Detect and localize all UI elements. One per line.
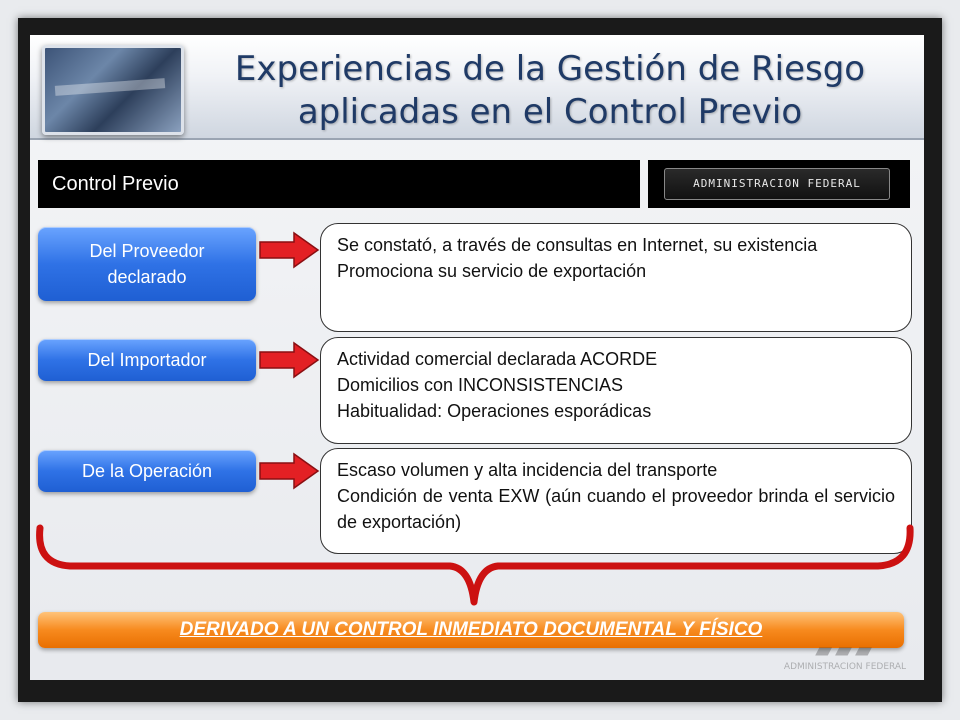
- category-label: Del Proveedor declarado: [89, 241, 205, 287]
- section-bar: Control Previo: [38, 160, 640, 208]
- title-line-2: aplicadas en el Control Previo: [297, 92, 803, 132]
- red-arrow-icon: [258, 341, 320, 379]
- result-banner: DERIVADO A UN CONTROL INMEDIATO DOCUMENTAL Y FÍSICO: [38, 612, 904, 648]
- watermark-text: ADMINISTRACION FEDERAL: [783, 662, 907, 672]
- description-box-proveedor: [320, 223, 912, 332]
- description-line: Domicilios con INCONSISTENCIAS: [337, 375, 624, 395]
- red-arrow-icon: [258, 231, 320, 269]
- description-line: Habitualidad: Operaciones esporádicas: [337, 401, 652, 421]
- description-line: Actividad comercial declarada ACORDE: [337, 349, 658, 369]
- category-label: Del Importador: [87, 349, 207, 370]
- description-line: Escaso volumen y alta incidencia del transporte: [337, 460, 718, 480]
- category-label: De la Operación: [81, 460, 213, 481]
- description-line: Promociona su servicio de exportación: [337, 261, 647, 281]
- watermark-logo-icon: ▰▰▰: [815, 638, 875, 663]
- slide-title: [200, 48, 900, 134]
- category-pill-proveedor: [38, 227, 256, 301]
- title-line-1: Experiencias de la Gestión de Riesgo: [234, 49, 866, 89]
- brand-watermark: [770, 640, 920, 680]
- brand-logo-text: ADMINISTRACION FEDERAL: [664, 168, 890, 200]
- description-box-importador: [320, 337, 912, 444]
- red-brace-icon: [30, 520, 924, 610]
- red-arrow-icon: [258, 452, 320, 490]
- category-pill-importador: [38, 339, 256, 381]
- brand-logo-box: [648, 160, 910, 208]
- description-line: Se constató, a través de consultas en Internet, su existencia: [337, 235, 818, 255]
- building-photo-logo: [42, 45, 184, 135]
- category-pill-operacion: [38, 450, 256, 492]
- description-line: Condición de venta EXW (aún cuando el proveedor brinda el servicio de exportación): [337, 486, 895, 532]
